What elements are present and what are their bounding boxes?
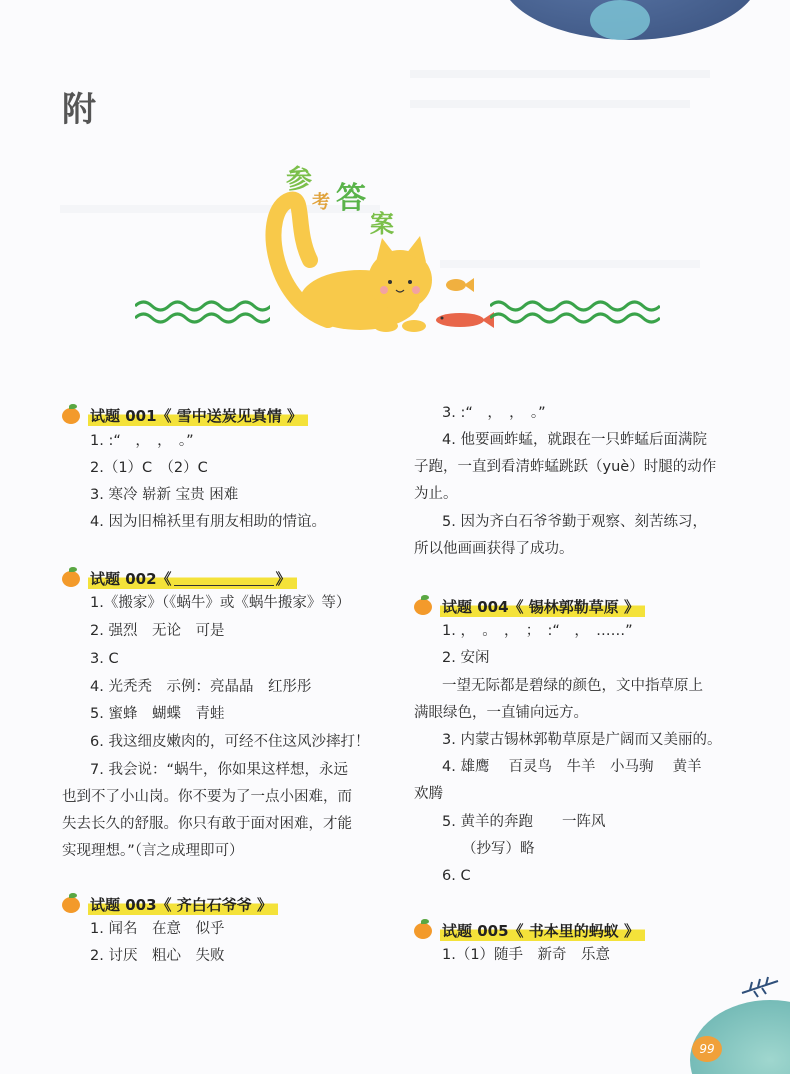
title-char: 答	[336, 181, 366, 216]
answer-line: 欢腾	[414, 786, 443, 802]
section-name: 《 齐白石爷爷 》	[156, 896, 272, 914]
section-title-004	[414, 596, 645, 617]
section-name-open: 《	[156, 570, 172, 588]
answer-line: 1. :“ ， ， 。”	[90, 433, 194, 449]
answer-line: 3. C	[90, 651, 119, 667]
answer-line: 5. 因为齐白石爷爷勤于观察、刻苦练习，	[442, 514, 707, 530]
answer-line: 6. C	[442, 868, 471, 884]
answer-line: 4. 雄鹰 百灵鸟 牛羊 小马驹 黄羊	[442, 759, 702, 775]
section-prefix: 试题 005	[442, 922, 509, 940]
answer-line: 2. 讨厌 粗心 失败	[90, 948, 225, 964]
answer-line: 6. 我这细皮嫩肉的，可经不住这风沙摔打！	[90, 734, 370, 750]
section-title-001	[62, 405, 308, 426]
answer-line: 1. ， 。 ， ； :“ ， ……”	[442, 623, 633, 639]
answer-line: 1.（1）随手 新奇 乐意	[442, 947, 611, 963]
cat-illustration	[250, 150, 510, 340]
orange-icon	[62, 897, 80, 913]
answer-line: 2. 安闲	[442, 650, 490, 666]
leaf-icon	[740, 975, 780, 999]
answer-line: 2. 强烈 无论 可是	[90, 623, 225, 639]
section-prefix: 试题 004	[442, 598, 509, 616]
orange-icon	[62, 408, 80, 424]
answer-line: 4. 他要画蚱蜢，就跟在一只蚱蜢后面满院	[442, 432, 707, 448]
section-prefix: 试题 002	[90, 570, 157, 588]
answer-line: 实现理想。”（言之成理即可）	[62, 843, 244, 859]
page-number: 99	[692, 1036, 722, 1062]
answer-line: 1. 闻名 在意 似乎	[90, 921, 225, 937]
section-prefix: 试题 001	[90, 407, 157, 425]
answer-line: 满眼绿色，一直铺向远方。	[414, 705, 588, 721]
answer-line: 5. 黄羊的奔跑 一阵风	[442, 814, 606, 830]
wave-decoration	[490, 298, 660, 324]
title-char: 案	[370, 210, 394, 238]
orange-icon	[414, 599, 432, 615]
answer-line: 4. 因为旧棉袄里有朋友相助的情谊。	[90, 514, 326, 530]
answer-line: 4. 光秃秃 示例：亮晶晶 红彤彤	[90, 679, 312, 695]
orange-icon	[414, 923, 432, 939]
section-title-002	[62, 568, 297, 589]
title-char: 考	[312, 192, 330, 213]
answer-line: 为止。	[414, 486, 458, 502]
answer-line: 子跑，一直到看清蚱蜢跳跃（yuè）时腿的动作	[414, 459, 717, 475]
answer-line: 也到不了小山岗。你不要为了一点小困难，而	[62, 789, 352, 805]
answer-line: 3. 寒冷 崭新 宝贵 困难	[90, 487, 239, 503]
answer-line: 1.《搬家》（《蜗牛》或《蜗牛搬家》等）	[90, 595, 351, 611]
answer-line: 所以他画画获得了成功。	[414, 541, 574, 557]
orange-icon	[62, 571, 80, 587]
section-name: 《 锡林郭勒草原 》	[508, 598, 639, 616]
appendix-heading: 附	[62, 90, 98, 130]
answer-line: 2.（1）C （2）C	[90, 460, 208, 476]
answer-line: 7. 我会说：“蜗牛，你如果这样想，永远	[90, 762, 348, 778]
decorative-blob	[590, 0, 650, 40]
section-prefix: 试题 003	[90, 896, 157, 914]
answer-line: 失去长久的舒服。你只有敢于面对困难，才能	[62, 816, 352, 832]
section-name: 《 雪中送炭见真情 》	[156, 407, 302, 425]
answer-line: 一望无际都是碧绿的颜色，文中指草原上	[442, 678, 703, 694]
answer-line: 3. 内蒙古锡林郭勒草原是广阔而又美丽的。	[442, 732, 722, 748]
section-title-003	[62, 894, 278, 915]
section-name-close: 》	[275, 570, 291, 588]
title-char: 参	[286, 165, 313, 195]
answer-line: 3. :“ ， ， 。”	[442, 405, 546, 421]
section-title-005	[414, 920, 645, 941]
section-name: 《 书本里的蚂蚁 》	[508, 922, 639, 940]
answer-line: （抄写）略	[462, 841, 535, 857]
blank-title-line	[174, 585, 274, 586]
answer-line: 5. 蜜蜂 蝴蝶 青蛙	[90, 706, 225, 722]
wave-decoration	[135, 298, 270, 324]
